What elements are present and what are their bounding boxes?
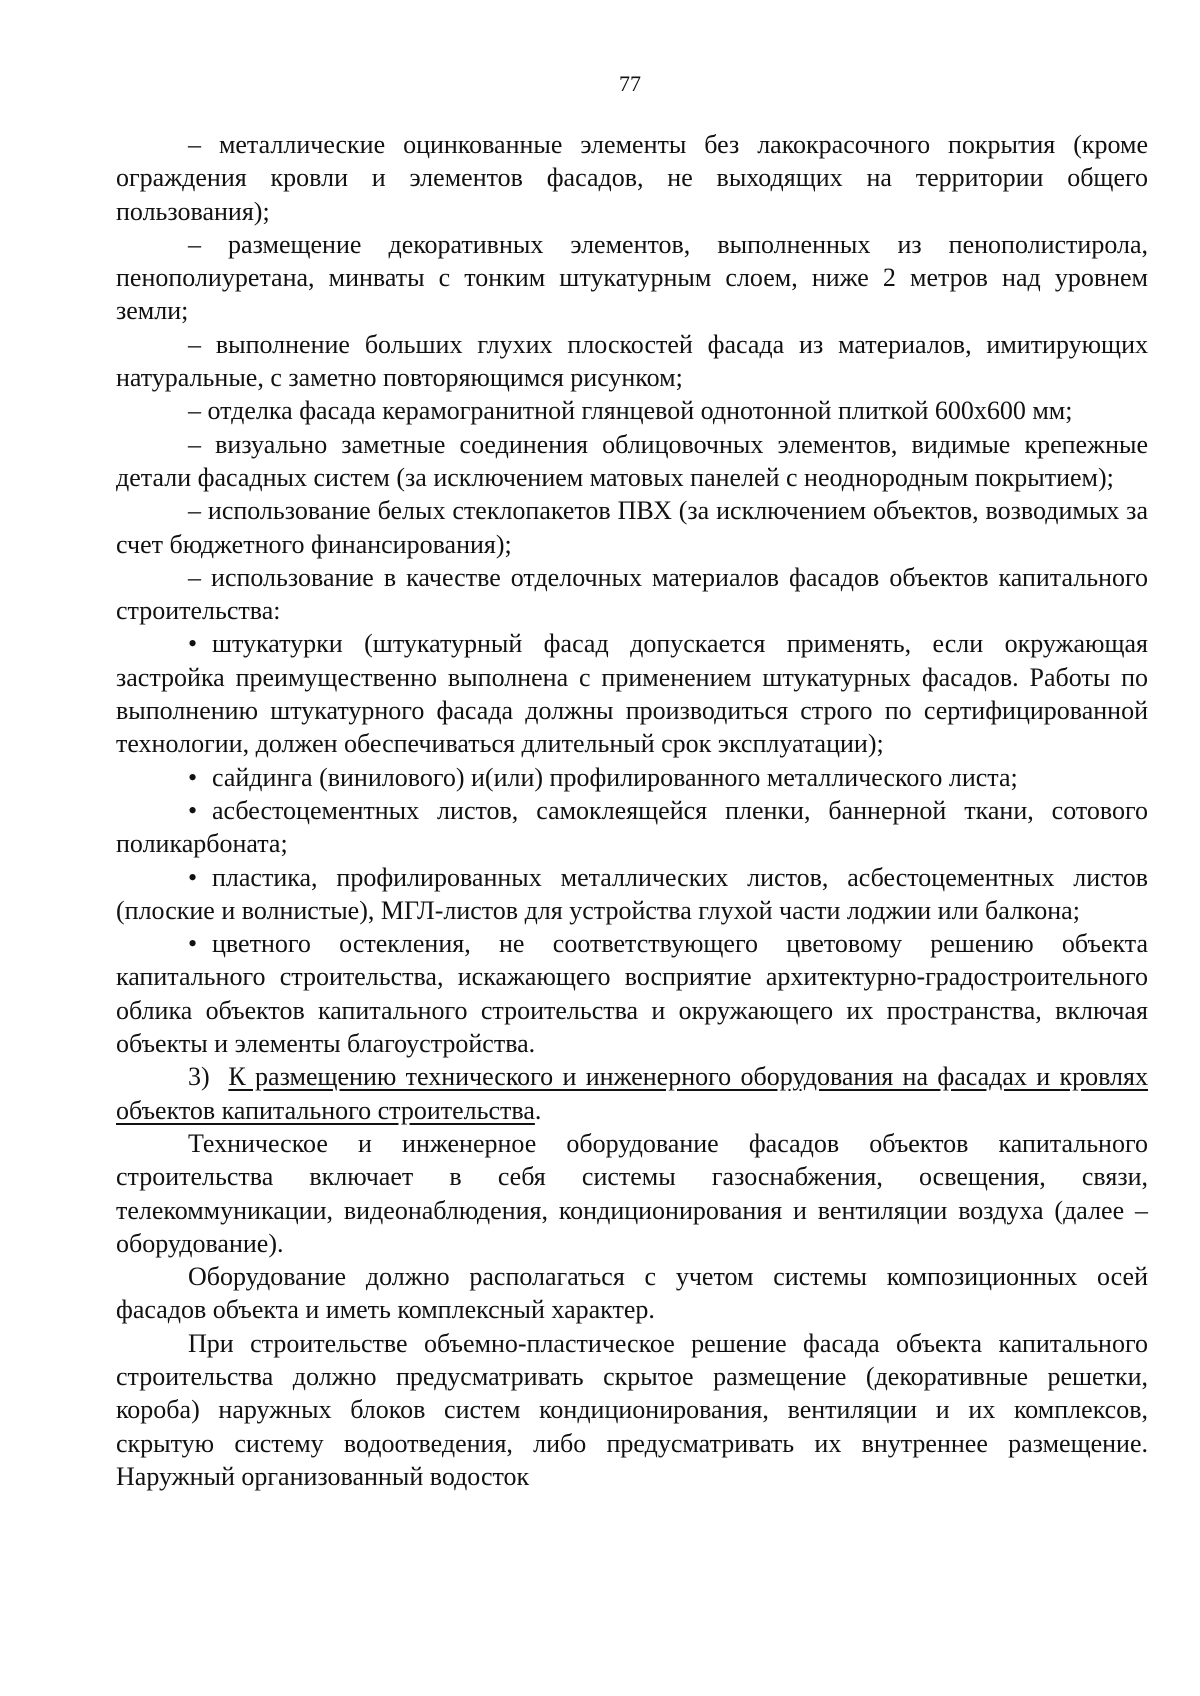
section-heading [116, 1060, 1148, 1127]
page-number: 77 [619, 71, 641, 96]
bullet-item [116, 927, 1148, 1060]
page-content [116, 128, 1148, 1493]
bullet-icon: • [188, 629, 198, 659]
list-item-dash: – металлические оцинкованные элементы без лакокрасочного покрытия (кроме ограждения кровли и элементов фасадов, не выходящих на территории общего пользования); [116, 130, 1148, 226]
list-item-dash: – выполнение больших глухих плоскостей фасада из материалов, имитирующих натуральные, с заметно повторяющимся рисунком; [116, 329, 1148, 393]
bullet-item [116, 761, 1148, 794]
list-item-dash: – использование в качестве отделочных материалов фасадов объектов капитального строительства: [116, 562, 1148, 626]
bullet-text: цветного остекления, не соответствующего цветовому решению объекта капитального строительства, искажающего восприятие архитектурно-градостроительного облика объектов капитального строительства и окружающего их пространства, включая объекты и элементы благоустройства. [116, 929, 1148, 1059]
section-number: 3) [188, 1062, 210, 1092]
bullet-text: асбестоцементных листов, самоклеящейся пленки, баннерной ткани, сотового поликарбоната; [116, 795, 1148, 859]
bullet-icon: • [188, 795, 198, 825]
list-item-dash: – отделка фасада керамогранитной глянцевой однотонной плиткой 600x600 мм; [188, 396, 1073, 426]
bullet-text: сайдинга (винилового) и(или) профилированного металлического листа; [212, 762, 1018, 792]
bullet-icon: • [188, 762, 198, 792]
list-item-dash: – использование белых стеклопакетов ПВХ (за исключением объектов, возводимых за счет бюджетного финансирования); [116, 496, 1148, 559]
list-item-dash: – визуально заметные соединения облицовочных элементов, видимые крепежные детали фасадных систем (за исключением матовых панелей с неоднородным покрытием); [116, 429, 1148, 492]
bullet-item [116, 627, 1148, 760]
section-title-end: . [534, 1095, 542, 1125]
body-paragraph: Оборудование должно располагаться с учетом системы композиционных осей фасадов объекта и иметь комплексный характер. [116, 1262, 1148, 1325]
bullet-item [116, 861, 1148, 928]
body-paragraph: При строительстве объемно-пластическое решение фасада объекта капитального строительства должно предусматривать скрытое размещение (декоративные решетки, короба) наружных блоков систем кондиционирования, вентиляции и их комплексов, скрытую систему водоотведения, либо предусматривать их внутреннее размещение. Наружный организованный водосток [116, 1328, 1148, 1491]
list-item-dash: – размещение декоративных элементов, выполненных из пенополистирола, пенополиуретана, минваты с тонким штукатурным слоем, ниже 2 метров над уровнем земли; [116, 229, 1148, 326]
body-paragraph: Техническое и инженерное оборудование фасадов объектов капитального строительства включает в себя системы газоснабжения, освещения, связи, телекоммуникации, видеонаблюдения, кондиционирования и вентиляции воздуха (далее – оборудование). [116, 1128, 1148, 1258]
bullet-text: штукатурки (штукатурный фасад допускается применять, если окружающая застройка преимущественно выполнена с применением штукатурных фасадов. Работы по выполнению штукатурного фасада должны производиться строго по сертифицированной технологии, должен обеспечиваться длительный срок эксплуатации); [116, 629, 1148, 759]
bullet-item [116, 794, 1148, 861]
bullet-icon: • [188, 929, 198, 959]
section-title: К размещению технического и инженерного оборудования на фасадах и кровлях объектов капитального строительства [116, 1062, 1148, 1125]
bullet-icon: • [188, 862, 198, 892]
bullet-text: пластика, профилированных металлических листов, асбестоцементных листов (плоские и волнистые), МГЛ-листов для устройства глухой части лоджии или балкона; [116, 862, 1148, 925]
